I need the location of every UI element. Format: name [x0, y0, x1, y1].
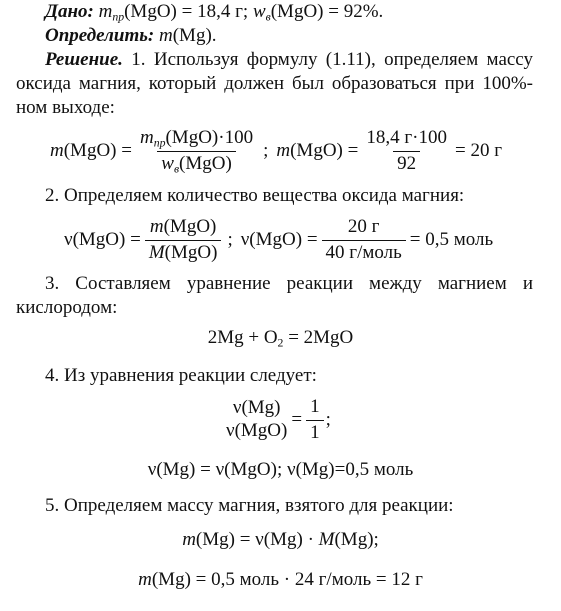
eq1-rhs-m: m	[276, 140, 291, 162]
ratio-equation	[226, 392, 331, 448]
eq2-den-M: M	[148, 241, 165, 263]
given-mgo: (MgO)	[124, 1, 177, 22]
step3-line1: 3. Составляем уравнение реакции между магнием и	[45, 273, 533, 294]
step1-line3: ном выходе:	[16, 97, 115, 118]
equation-1	[50, 122, 502, 180]
find-m: m	[159, 25, 173, 46]
eq5-end: (Mg);	[334, 529, 379, 550]
eq1-den-rest: (MgO)	[179, 152, 232, 174]
step1-line1: 1. Используя формулу (1.11), определяем массу	[122, 49, 533, 70]
ratio-fraction-right	[306, 397, 324, 444]
solution-label: Решение.	[45, 49, 123, 70]
given-label: Дано:	[45, 1, 94, 22]
equation-5	[0, 528, 561, 552]
eq1-result: = 20 г	[454, 140, 502, 162]
ratio-den: ν(MgO)	[226, 420, 288, 441]
eq1-den-sub: в	[173, 161, 180, 175]
given-mass-value: = 18,4 г;	[176, 1, 253, 22]
step4-text: 4. Из уравнения реакции следует:	[45, 365, 317, 386]
given-w: w	[252, 1, 266, 22]
given-m: m	[98, 1, 113, 22]
reaction-sub: 2	[277, 336, 284, 350]
eq1-den2: 92	[393, 151, 420, 175]
reaction-left: 2Mg + O	[207, 327, 278, 348]
eq2-result: = 0,5 моль	[409, 229, 494, 251]
step5-text: 5. Определяем массу магния, взятого для реакции:	[45, 495, 454, 516]
eq1-den-w: w	[161, 152, 174, 174]
eq1-num-m: m	[139, 126, 154, 148]
eq1-fraction-values	[362, 128, 451, 175]
eq1-separator: ;	[263, 140, 269, 162]
eq5-mid: (Mg) = ν(Mg) ·	[195, 529, 319, 550]
reaction-right: = 2MgO	[283, 327, 354, 348]
eq2-num2: 20 г	[347, 215, 380, 237]
ratio-num: ν(Mg)	[232, 397, 281, 419]
given-line	[45, 0, 383, 24]
ratio-separator: ;	[325, 409, 331, 431]
reaction-equation	[0, 326, 561, 350]
eq1-lhs-m: m	[50, 140, 64, 162]
eq2-den2: 40 г/моль	[322, 240, 406, 264]
eq1-rhs-rest: (MgO) =	[290, 140, 359, 162]
eq1-num2: 18,4 г·100	[366, 126, 447, 148]
eq2-num-rest: (MgO)	[163, 215, 217, 237]
eq5-m: m	[182, 529, 196, 550]
step2-text: 2. Определяем количество вещества оксида магния:	[45, 185, 465, 206]
given-sub-pr: пр	[112, 10, 125, 24]
eq1-fraction-formula	[136, 128, 257, 175]
given-sub-v: в	[265, 10, 271, 24]
eq1-num-sub: пр	[153, 135, 166, 149]
ratio-eq: =	[291, 409, 303, 431]
eq2-separator: ;	[227, 229, 233, 251]
find-rest: (Mg).	[172, 25, 217, 46]
eq1-lhs-rest: (MgO) =	[63, 140, 132, 162]
eq2-fraction-values	[322, 217, 406, 264]
solution-line-1	[45, 48, 533, 72]
equation-2	[64, 212, 493, 268]
find-line	[45, 24, 217, 48]
eq2-lhs: ν(MgO) =	[64, 229, 141, 251]
ratio-rden: 1	[306, 420, 324, 444]
eq2-num-m: m	[149, 215, 164, 237]
eq1-num-rest: (MgO)·100	[165, 126, 254, 148]
eq2-rhs: ν(MgO) =	[240, 229, 318, 251]
step3-line2: кислородом:	[16, 297, 118, 318]
given-mgo-2: (MgO)	[270, 1, 324, 22]
given-yield-value: = 92%.	[323, 1, 384, 22]
step1-line2: оксида магния, который должен был образоваться при 100%-	[16, 73, 533, 94]
equation-4: ν(Mg) = ν(MgO); ν(Mg)=0,5 моль	[147, 459, 414, 480]
eq2-den-rest: (MgO)	[164, 241, 218, 263]
find-label: Определить:	[45, 25, 155, 46]
eq6-rest: (Mg) = 0,5 моль · 24 г/моль = 12 г	[151, 569, 423, 590]
ratio-rnum: 1	[310, 395, 320, 417]
eq2-fraction-formula	[145, 217, 222, 264]
equation-6	[0, 568, 561, 592]
eq6-m: m	[138, 569, 152, 590]
ratio-fraction-left	[226, 398, 287, 442]
eq5-M: M	[318, 529, 335, 550]
